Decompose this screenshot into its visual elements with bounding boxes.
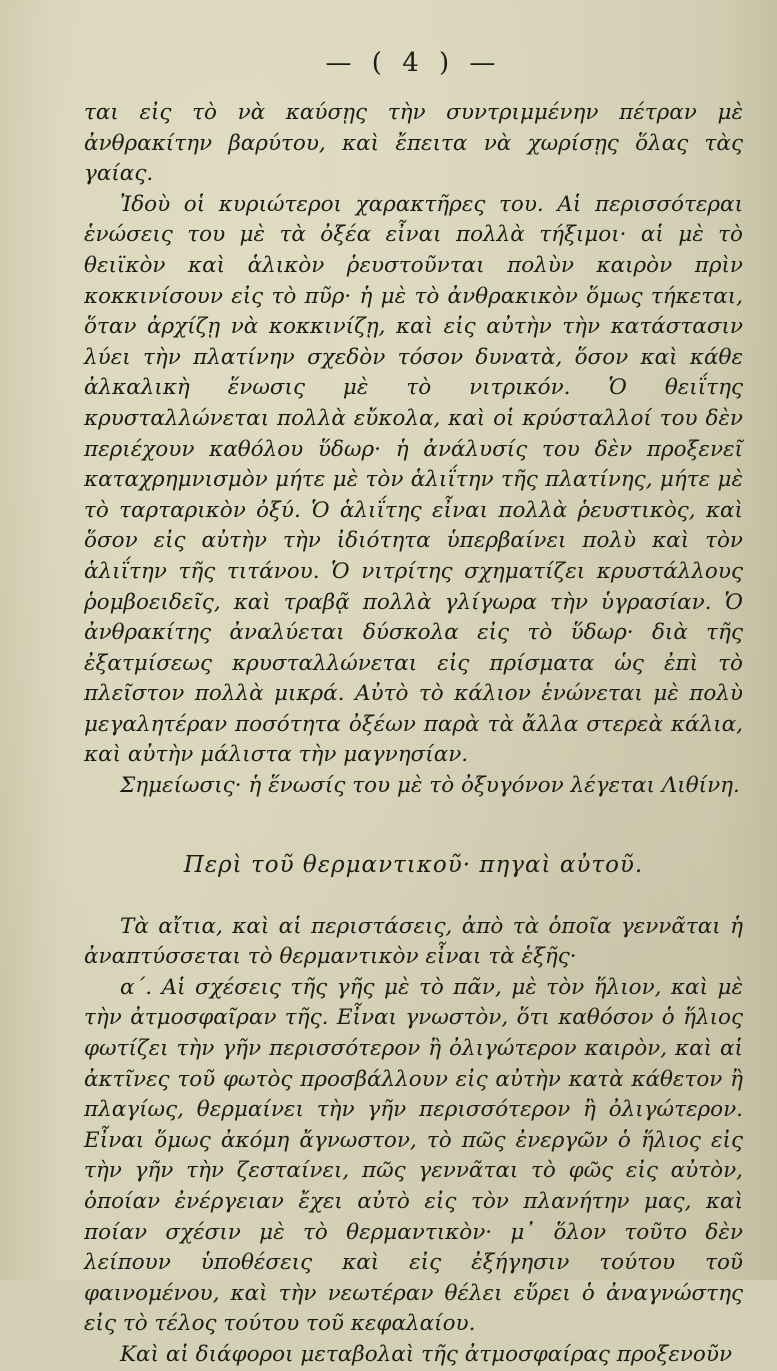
paragraph-characters: Ἰδοὺ οἱ κυριώτεροι χαρακτῆρες του. Αἱ περισσότεραι ἑνώσεις του μὲ τὰ ὀξέα εἶναι πολλὰ τήξιμοι· αἱ μὲ τὸ θειϊκὸν καὶ ἁλικὸν ῥευστοῦνται πολὺν καιρὸν πρὶν κοκκινίσουν εἰς τὸ πῦρ· ἡ μὲ τὸ ἀνθρακικὸν ὅμως τήκεται, ὅταν ἀρχίζῃ νὰ κοκκινίζῃ, καὶ εἰς αὐτὴν τὴν κατάστασιν λύει τὴν πλατίνην σχεδὸν τόσον δυνατὰ, ὅσον καὶ κάθε ἀλκαλικὴ ἕνωσις μὲ τὸ νιτρικόν. Ὁ θειΐτης κρυσταλλώνεται πολλὰ εὔκολα, καὶ οἱ κρύσταλλοί του δὲν περιέχουν καθόλου ὕδωρ· ἡ ἀνάλυσίς του δὲν προξενεῖ καταχρημνισμὸν μήτε μὲ τὸν ἁλιΐτην τῆς πλατίνης, μήτε μὲ τὸ ταρταρικὸν ὀξύ. Ὁ ἁλιΐτης εἶναι πολλὰ ῥευστικὸς, καὶ ὅσον εἰς αὐτὴν τὴν ἰδιότητα ὑπερβαίνει πολὺ καὶ τὸν ἁλιΐτην τῆς τιτάνου. Ὁ νιτρίτης σχηματίζει κρυστάλλους ῥομβοειδεῖς, καὶ τραβᾷ πολλὰ γλίγωρα τὴν ὑγρασίαν. Ὁ ἀνθρακίτης ἀναλύεται δύσκολα εἰς τὸ ὕδωρ· διὰ τῆς ἐξατμίσεως κρυσταλλώνεται εἰς πρίσματα ὡς ἐπὶ τὸ πλεῖστον πολλὰ μικρά. Αὐτὸ τὸ κάλιον ἑνώνεται μὲ πολὺ μεγαλητέραν ποσότητα ὀξέων παρὰ τὰ ἄλλα στερεὰ κάλια, καὶ αὐτὴν μάλιστα τὴν μαγνησίαν. bbox=[84, 191, 743, 768]
paragraph-atmosphere: Καὶ αἱ διάφοροι μεταβολαὶ τῆς ἀτμοσφαίρας προξενοῦν bbox=[120, 1341, 733, 1367]
section-two bbox=[84, 912, 743, 1371]
paragraph-causes: Τὰ αἴτια, καὶ αἱ περιστάσεις, ἀπὸ τὰ ὁποῖα γεννᾶται ἡ ἀναπτύσσεται τὸ θερμαντικὸν εἶναι τὰ ἑξῆς· bbox=[84, 913, 743, 970]
paragraph-continuation: ται εἰς τὸ νὰ καύσῃς τὴν συντριμμένην πέτραν μὲ ἀνθρακίτην βαρύτου, καὶ ἔπειτα νὰ χωρίσῃς ὅλας τὰς γαίας. bbox=[84, 100, 743, 187]
section-one bbox=[84, 98, 743, 802]
paragraph-relations: α΄. Αἱ σχέσεις τῆς γῆς μὲ τὸ πᾶν, μὲ τὸν ἥλιον, καὶ μὲ τὴν ἀτμοσφαῖραν τῆς. Εἶναι γνωστὸν, ὅτι καθόσον ὁ ἥλιος φωτίζει τὴν γῆν περισσότερον ἢ ὀλιγώτερον καιρὸν, καὶ αἱ ἀκτῖνες τοῦ φωτὸς προσβάλλουν εἰς αὐτὴν κατὰ κάθετον ἢ πλαγίως, θερμαίνει τὴν γῆν περισσότερον ἢ ὀλιγώτερον. Εἶναι ὅμως ἀκόμη ἄγνωστον, τὸ πῶς ἐνεργῶν ὁ ἥλιος εἰς τὴν γῆν τὴν ζεσταίνει, πῶς γεννᾶται τὸ φῶς εἰς αὐτὸν, ὁποίαν ἐνέργειαν ἔχει αὐτὸ εἰς τὸν πλανήτην μας, καὶ ποίαν σχέσιν μὲ τὸ θερμαντικὸν· μ᾽ ὅλον τοῦτο δὲν λείπουν ὑποθέσεις καὶ εἰς ἐξήγησιν τούτου τοῦ φαινομένου, καὶ τὴν νεωτέραν θέλει εὕρει ὁ ἀναγνώστης εἰς τὸ τέλος τούτου τοῦ κεφαλαίου. bbox=[84, 974, 743, 1337]
section-heading: Περὶ τοῦ θερμαντικοῦ· πηγαὶ αὐτοῦ. bbox=[183, 851, 644, 878]
page-number-header: — ( 4 ) — bbox=[325, 48, 502, 78]
paragraph-note: Σημείωσις· ἡ ἕνωσίς του μὲ τὸ ὀξυγόνον λέγεται Λιθίνη. bbox=[120, 773, 740, 799]
